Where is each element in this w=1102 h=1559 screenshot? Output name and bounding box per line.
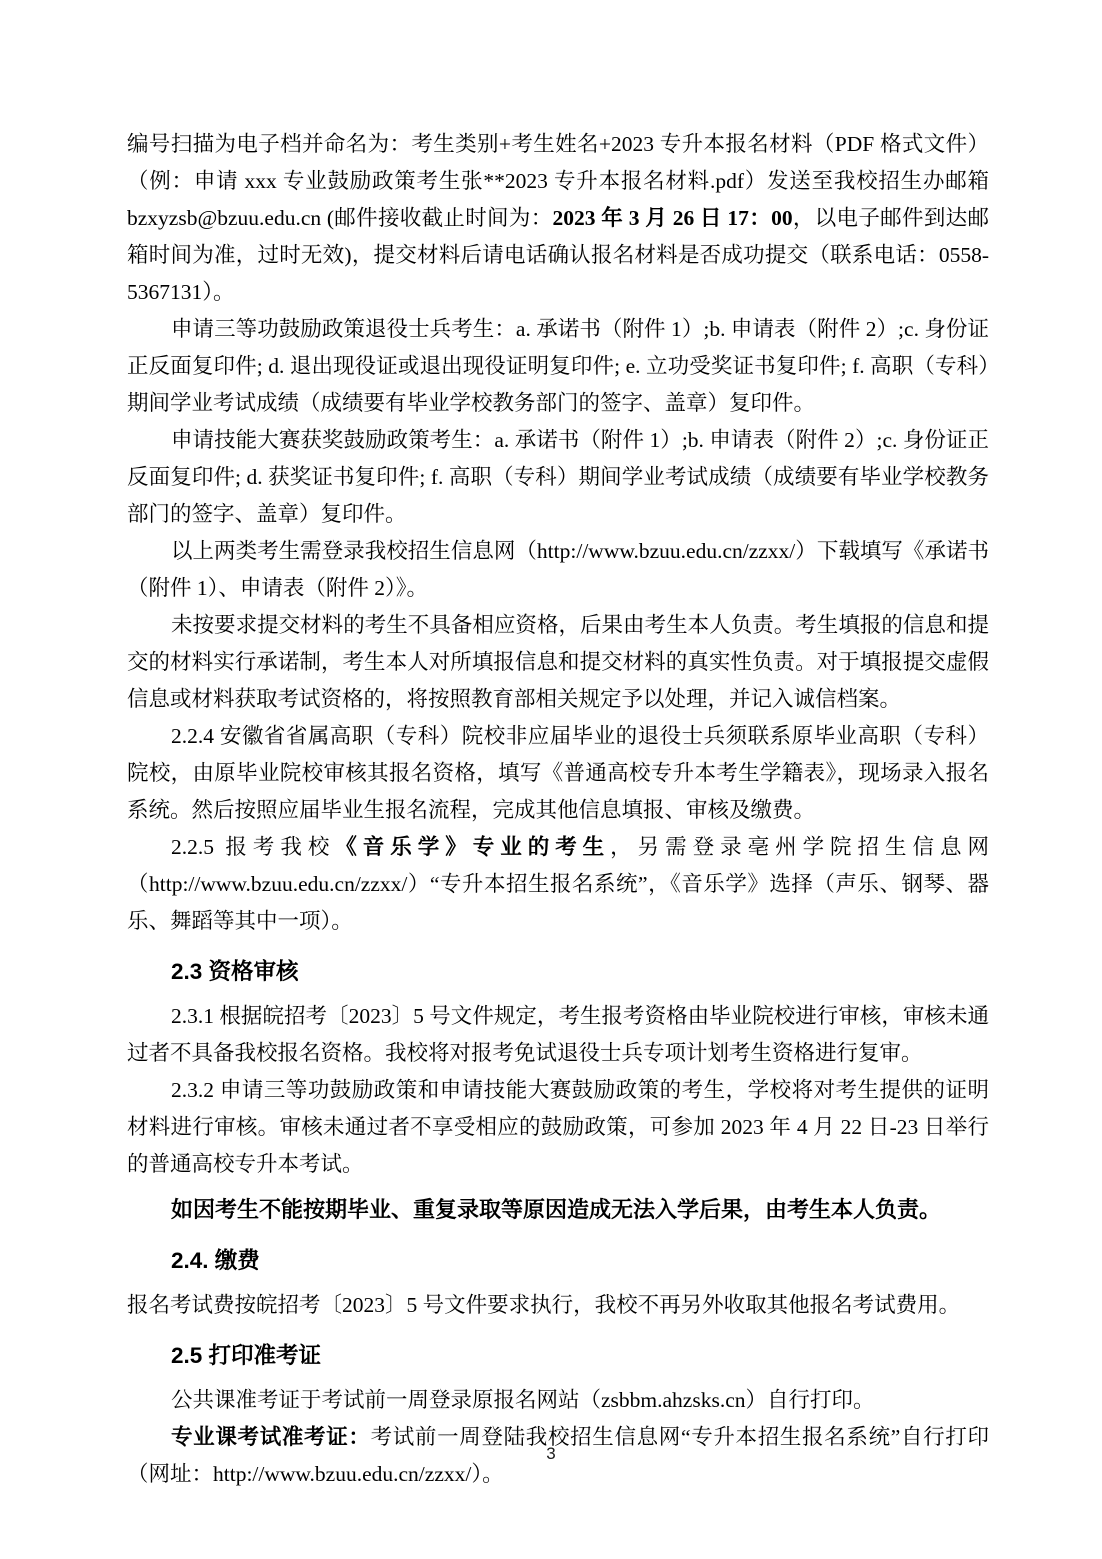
major-course-ticket-bold: 专业课考试准考证： [171, 1425, 371, 1449]
paragraph-skill-contest-materials: 申请技能大赛获奖鼓励政策考生：a. 承诺书（附件 1）;b. 申请表（附件 2）;c. 身份证正反面复印件; d. 获奖证书复印件; f. 高职（专科）期间学业考试成绩（成绩要有毕业学校教务部门的签字、盖章）复印件。 [127, 428, 989, 526]
major-course-ticket-text: 考试前一周登陆我校招生信息网“专升本招生报名系统”自行打印（网址：http://www.bzuu.edu.cn/zzxx/）。 [127, 1425, 989, 1486]
paragraph-2-3-2-policy-review: 2.3.2 申请三等功鼓励政策和申请技能大赛鼓励政策的考生，学校将对考生提供的证明材料进行审核。审核未通过者不享受相应的鼓励政策，可参加 2023 年 4 月 22 日-23 日举行的普通高校专升本考试。 [127, 1078, 989, 1176]
document-body [127, 126, 989, 1493]
email-submission-text-pre: 编号扫描为电子档并命名为：考生类别+考生姓名+2023 专升本报名材料（PDF 格式文件）（例：申请 xxx 专业鼓励政策考生张**2023 专升本报名材料.pdf）发送至我校招生办邮箱 bzxyzsb@bzuu.edu.cn (邮件接收截止时间为： [127, 132, 989, 230]
paragraph-third-class-merit-materials: 申请三等功鼓励政策退役士兵考生：a. 承诺书（附件 1）;b. 申请表（附件 2）;c. 身份证正反面复印件; d. 退出现役证或退出现役证明复印件; e. 立功受奖证书复印件; f. 高职（专科）期间学业考试成绩（成绩要有毕业学校教务部门的签字、盖章）复印件。 [127, 317, 989, 415]
paragraph-2-3-1-review-by-college: 2.3.1 根据皖招考〔2023〕5 号文件规定，考生报考资格由毕业院校进行审核，审核未通过者不具备我校报名资格。我校将对报考免试退役士兵专项计划考生资格进行复审。 [127, 1004, 989, 1065]
section-heading-2-4-payment: 2.4. 缴费 [171, 1248, 260, 1273]
email-submission-text-post: ，以电子邮件到达邮箱时间为准，过时无效)，提交材料后请电话确认报名材料是否成功提交（联系电话：0558-5367131）。 [127, 206, 989, 304]
music-major-text-pre: 2.2.5 报考我校 [171, 835, 336, 859]
paragraph-commitment-responsibility: 未按要求提交材料的考生不具备相应资格，后果由考生本人负责。考生填报的信息和提交的材料实行承诺制，考生本人对所填报信息和提交材料的真实性负责。对于填报提交虚假信息或材料获取考试资格的，将按照教育部相关规定予以处理，并记入诚信档案。 [127, 613, 989, 711]
email-deadline-bold: 2023 年 3 月 26 日 17：00 [552, 206, 793, 230]
paragraph-2-2-5-music-major [127, 829, 989, 940]
page-number: 3 [546, 1444, 556, 1463]
paragraph-email-submission [127, 126, 989, 311]
section-heading-2-3-qualification-review: 2.3 资格审核 [171, 959, 299, 984]
paragraph-warning-responsibility: 如因考生不能按期毕业、重复录取等原因造成无法入学后果，由考生本人负责。 [171, 1197, 942, 1222]
music-major-bold: 《音乐学》专业的考生 [335, 835, 611, 859]
section-heading-2-5-print-admission-ticket: 2.5 打印准考证 [171, 1343, 322, 1368]
paragraph-download-forms: 以上两类考生需登录我校招生信息网（http://www.bzuu.edu.cn/zzxx/）下载填写《承诺书（附件 1）、申请表（附件 2）》。 [127, 539, 989, 600]
paragraph-public-course-ticket: 公共课准考证于考试前一周登录原报名网站（zsbbm.ahzsks.cn）自行打印。 [171, 1388, 875, 1412]
paragraph-2-2-4-veteran-registration: 2.2.4 安徽省省属高职（专科）院校非应届毕业的退役士兵须联系原毕业高职（专科）院校，由原毕业院校审核其报名资格，填写《普通高校专升本考生学籍表》，现场录入报名系统。然后按照应届毕业生报名流程，完成其他信息填报、审核及缴费。 [127, 724, 989, 822]
paragraph-exam-fee: 报名考试费按皖招考〔2023〕5 号文件要求执行，我校不再另外收取其他报名考试费用。 [127, 1293, 961, 1317]
music-major-text-post: ，另需登录亳州学院招生信息网（http://www.bzuu.edu.cn/zzxx/）“专升本招生报名系统”，《音乐学》选择（声乐、钢琴、器乐、舞蹈等其中一项）。 [127, 835, 989, 933]
